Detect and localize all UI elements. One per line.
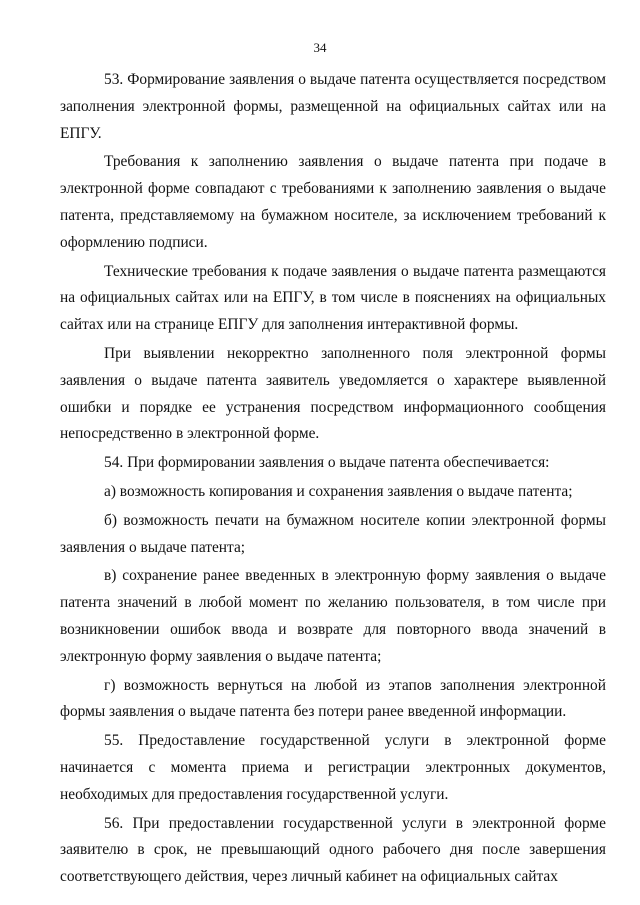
list-item-v: в) сохранение ранее введенных в электронную форму заявления о выдаче патента значений в любой момент по желанию пользователя, в том числе при возникновении ошибок ввода и возврате для повторного ввода значений в электронную форму заявления о выдаче патента; <box>60 567 606 665</box>
paragraph-53: 53. Формирование заявления о выдаче патента осуществляется посредством заполнения электронной формы, размещенной на официальных сайтах или на ЕПГУ. <box>60 71 606 142</box>
page-number: 34 <box>313 40 327 55</box>
paragraph-54: 54. При формировании заявления о выдаче патента обеспечивается: <box>104 454 550 472</box>
paragraph-error-notification: При выявлении некорректно заполненного поля электронной формы заявления о выдаче патента заявитель уведомляется о характере выявленной ошибки и порядке ее устранения посредством информационного сообщения непосредственно в электронной форме. <box>60 344 606 443</box>
paragraph-56: 56. При предоставлении государственной услуги в электронной форме заявителю в срок, не превышающий одного рабочего дня после завершения соответствующего действия, через личный кабинет на официальных сайтах <box>60 814 606 886</box>
document-body <box>60 67 606 891</box>
paragraph-technical-requirements: Технические требования к подаче заявления о выдаче патента размещаются на официальных сайтах или на ЕПГУ, в том числе в пояснениях на официальных сайтах или на странице ЕПГУ для заполнения интерактивной формы. <box>60 262 606 334</box>
paragraph-55: 55. Предоставление государственной услуги в электронной форме начинается с момента приема и регистрации электронных документов, необходимых для предоставления государственной услуги. <box>60 732 606 803</box>
list-item-a: а) возможность копирования и сохранения заявления о выдаче патента; <box>104 482 573 500</box>
paragraph-requirements: Требования к заполнению заявления о выдаче патента при подаче в электронной форме совпадают с требованиями к заполнению заявления о выдаче патента, представляемому на бумажном носителе, за исключением требований к оформлению подписи. <box>60 153 606 251</box>
list-item-b: б) возможность печати на бумажном носителе копии электронной формы заявления о выдаче патента; <box>60 511 606 556</box>
list-item-g: г) возможность вернуться на любой из этапов заполнения электронной формы заявления о выдаче патента без потери ранее введенной информации. <box>60 676 606 721</box>
